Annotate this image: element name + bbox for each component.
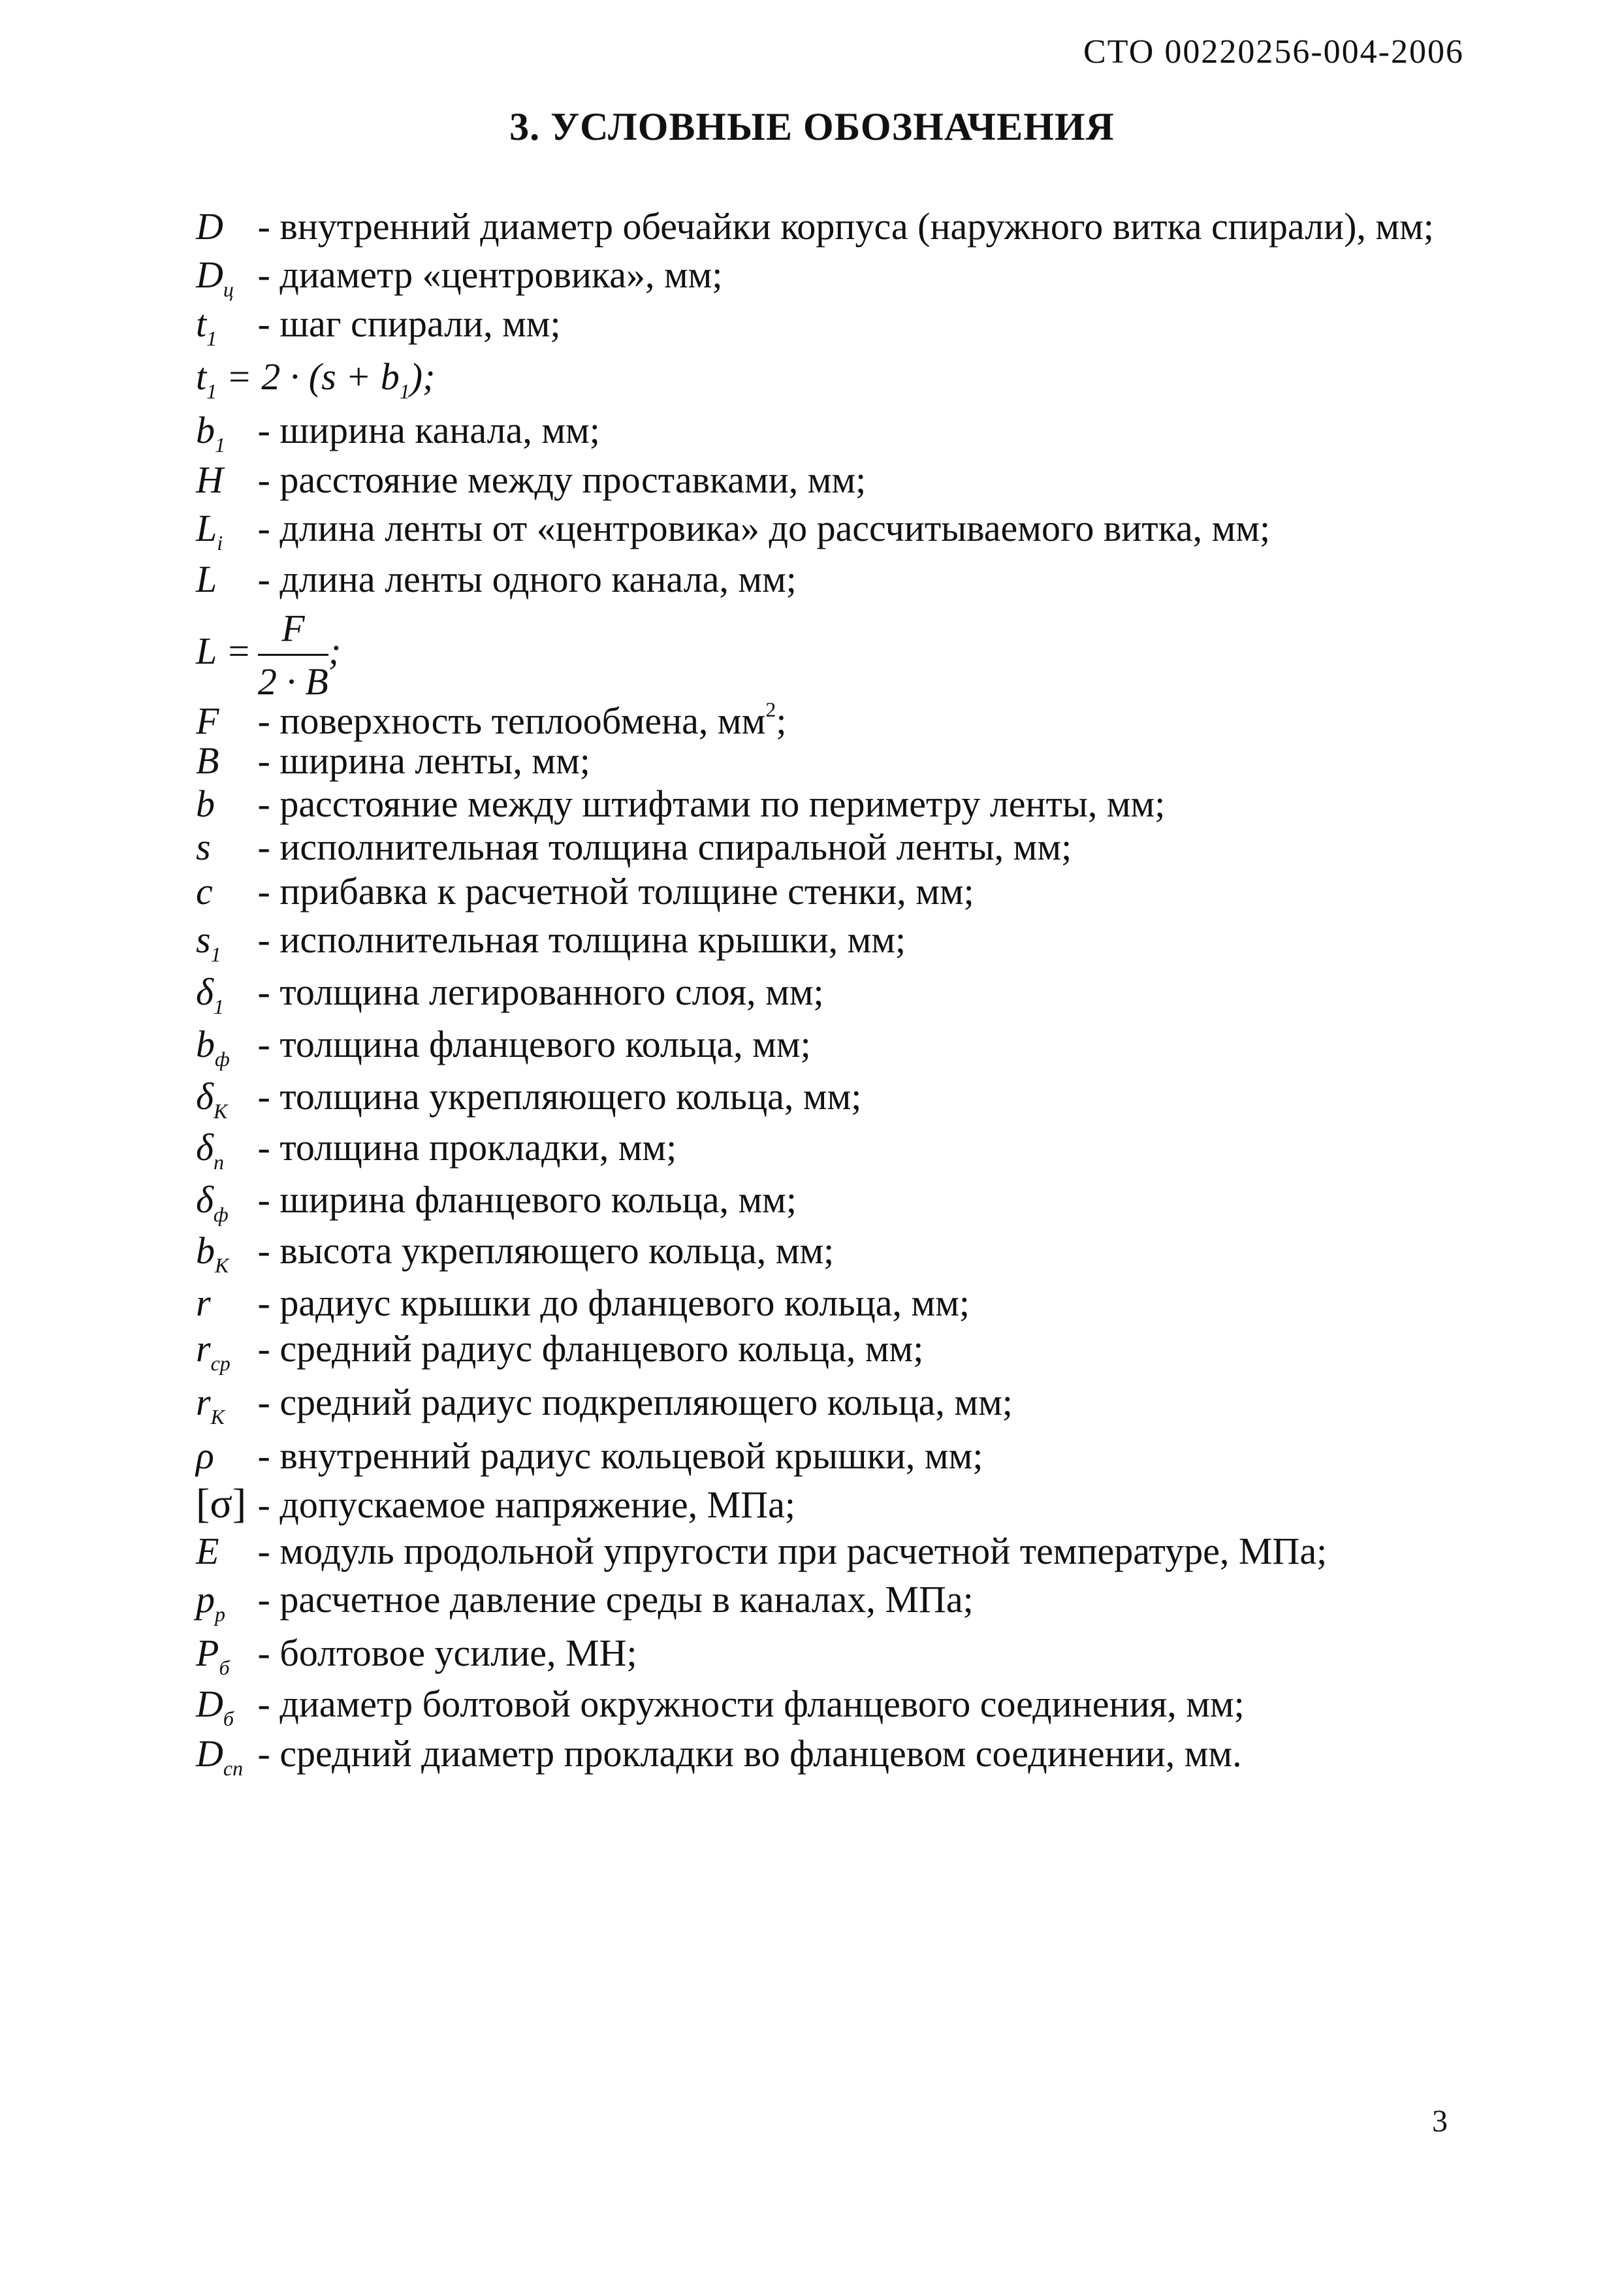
list-item: $\delta_ф$ - ширина фланцевого кольца, мм;	[196, 1178, 797, 1226]
list-item: $b_К$ - высота укрепляющего кольца, мм;	[196, 1229, 835, 1277]
list-item: $L_i$ - длина ленты от «центровика» до рассчитываемого витка, мм;	[196, 507, 1271, 555]
list-item: $D_{сп}$ - средний диаметр прокладки во фланцевом соединении, мм.	[196, 1732, 1242, 1780]
list-item: E - модуль продольной упругости при расчетной температуре, МПа;	[196, 1532, 1327, 1576]
symbol: $P_б$	[196, 1632, 230, 1679]
symbol: F	[196, 700, 219, 742]
symbol: $D_б$	[196, 1683, 234, 1730]
list-item: [σ] - допускаемое напряжение, МПа;	[196, 1483, 795, 1530]
symbol: $b_К$	[196, 1229, 229, 1277]
symbol: $b_1$	[196, 409, 225, 457]
list-item: L - длина ленты одного канала, мм;	[196, 560, 797, 604]
symbol: $r_К$	[196, 1381, 225, 1429]
symbol: r	[196, 1282, 211, 1324]
list-item: b - расстояние между штифтами по периметру ленты, мм;	[196, 785, 1165, 829]
list-item: $t_1$ - шаг спирали, мм;	[196, 302, 561, 350]
symbol: B	[196, 739, 219, 782]
list-item: $r_К$ - средний радиус подкрепляющего кольца, мм;	[196, 1381, 1013, 1429]
symbol: $\delta_ф$	[196, 1178, 229, 1226]
list-item: ρ - внутренний радиус кольцевой крышки, мм;	[196, 1437, 983, 1481]
list-item: B - ширина ленты, мм;	[196, 742, 590, 786]
list-item: $p_р$ - расчетное давление среды в каналах, МПа;	[196, 1578, 974, 1626]
list-item: D - внутренний диаметр обечайки корпуса (наружного витка спирали), мм;	[196, 208, 1434, 251]
symbol: $L_i$	[196, 507, 223, 555]
list-item: H - расстояние между проставками, мм;	[196, 461, 866, 505]
symbol: $D_{сп}$	[196, 1732, 244, 1780]
symbol: c	[196, 870, 213, 913]
list-item: $\delta_К$ - толщина укрепляющего кольца, мм;	[196, 1075, 862, 1123]
symbol: $s_1$	[196, 918, 221, 966]
list-item: $b_1$ - ширина канала, мм;	[196, 409, 600, 457]
symbol: $\delta_1$	[196, 971, 224, 1018]
symbol: $\delta_К$	[196, 1075, 228, 1123]
symbol: $r_{ср}$	[196, 1327, 231, 1375]
symbol: H	[196, 459, 223, 501]
symbol: $b_ф$	[196, 1023, 230, 1071]
symbol: D	[196, 205, 223, 248]
page-title: 3. УСЛОВНЫЕ ОБОЗНАЧЕНИЯ	[509, 105, 1115, 148]
formula-L: L = $\frac{F}{2 \cdot B}$ ;	[196, 607, 342, 703]
page-number: 3	[1432, 2104, 1448, 2139]
list-item: $\delta_1$ - толщина легированного слоя, мм;	[196, 971, 824, 1018]
symbol: $t_1$	[196, 302, 217, 350]
symbol: b	[196, 783, 215, 825]
list-item: F - поверхность теплообмена, $мм^2$;	[196, 699, 786, 746]
list-item: $P_б$ - болтовое усилие, МН;	[196, 1632, 637, 1679]
symbol: $\delta_п$	[196, 1126, 224, 1174]
list-item: s - исполнительная толщина спиральной ленты, мм;	[196, 828, 1072, 872]
list-item: $D_б$ - диаметр болтовой окружности фланцевого соединения, мм;	[196, 1683, 1245, 1730]
list-item: $D_ц$ - диаметр «центровика», мм;	[196, 253, 723, 301]
symbol: E	[196, 1530, 219, 1572]
symbol: [σ]	[196, 1480, 247, 1527]
list-item: $r_{ср}$ - средний радиус фланцевого кольца, мм;	[196, 1327, 924, 1375]
symbol: $p_р$	[196, 1578, 225, 1626]
document-code: СТО 00220256-004-2006	[1083, 33, 1464, 71]
formula-t1: $t_1 = 2 \cdot (s + b_1)$;	[196, 355, 436, 403]
symbol: s	[196, 826, 211, 868]
list-item: c - прибавка к расчетной толщине стенки, мм;	[196, 873, 974, 916]
list-item: $s_1$ - исполнительная толщина крышки, мм;	[196, 918, 906, 966]
symbol: ρ	[196, 1434, 214, 1477]
list-item: $\delta_п$ - толщина прокладки, мм;	[196, 1126, 677, 1174]
symbol: $D_ц$	[196, 253, 234, 301]
list-item: $b_ф$ - толщина фланцевого кольца, мм;	[196, 1023, 811, 1071]
symbol: L	[196, 558, 217, 600]
list-item: r - радиус крышки до фланцевого кольца, мм;	[196, 1284, 970, 1328]
